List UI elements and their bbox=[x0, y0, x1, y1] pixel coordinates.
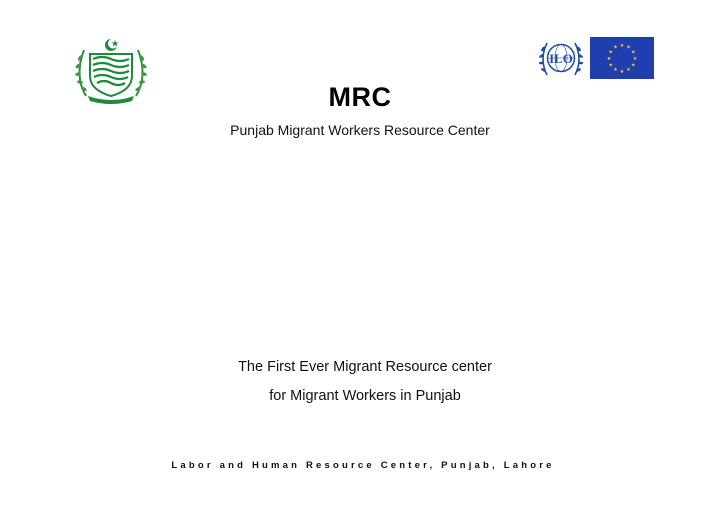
slide-title: MRC bbox=[328, 82, 392, 112]
eu-star-icon: ★ bbox=[626, 44, 631, 51]
slide-footer: Labor and Human Resource Center, Punjab, Lahore bbox=[171, 460, 555, 471]
ilo-logo-icon bbox=[537, 37, 585, 79]
eu-flag-icon bbox=[590, 37, 654, 79]
svg-text:ILO: ILO bbox=[549, 51, 573, 66]
eu-star-icon: ★ bbox=[606, 55, 612, 62]
body-line-2: for Migrant Workers in Punjab bbox=[269, 388, 461, 404]
eu-star-icon: ★ bbox=[619, 68, 625, 75]
slide-subtitle: Punjab Migrant Workers Resource Center bbox=[230, 122, 490, 138]
eu-star-icon: ★ bbox=[619, 42, 625, 49]
eu-star-icon: ★ bbox=[626, 67, 631, 74]
eu-star-icon: ★ bbox=[608, 62, 613, 69]
body-line-1: The First Ever Migrant Resource center bbox=[238, 359, 492, 375]
eu-star-icon: ★ bbox=[608, 49, 613, 56]
eu-star-icon: ★ bbox=[631, 49, 636, 56]
eu-star-icon: ★ bbox=[613, 67, 618, 74]
eu-star-icon: ★ bbox=[613, 44, 618, 51]
eu-star-icon: ★ bbox=[632, 55, 638, 62]
eu-star-icon: ★ bbox=[631, 62, 636, 69]
